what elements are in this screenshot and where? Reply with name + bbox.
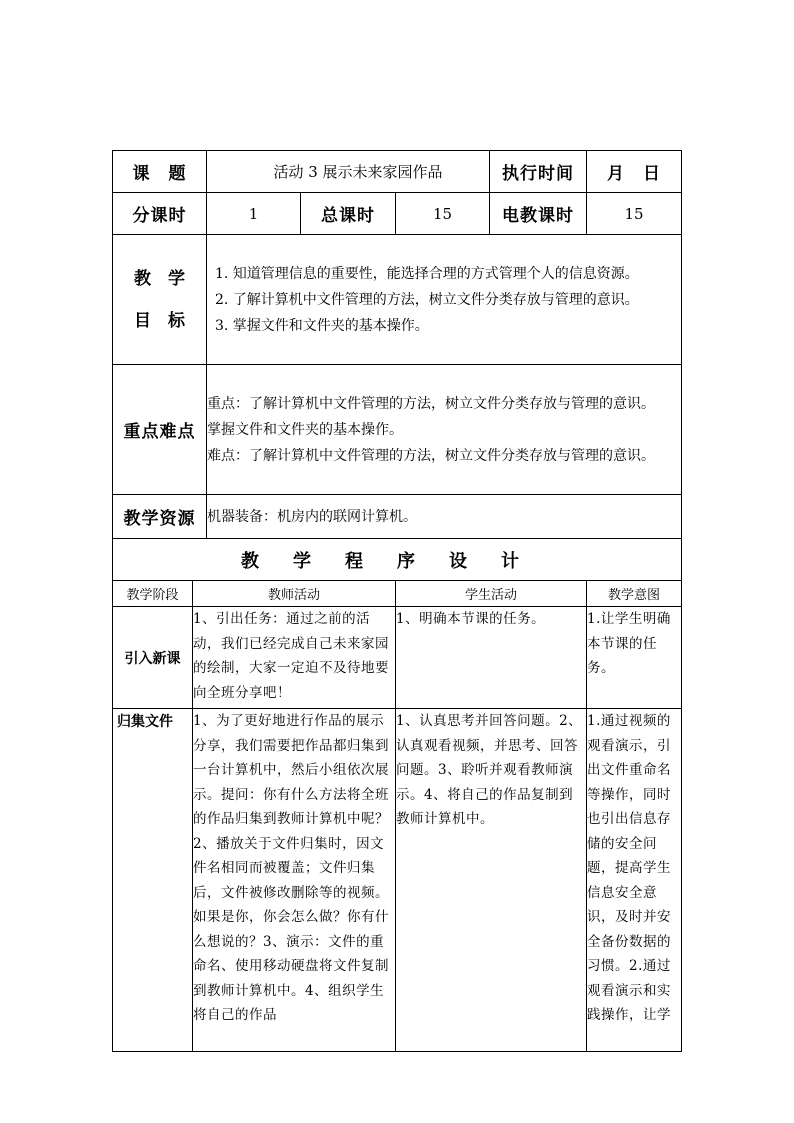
teacher-activity-intro: 1、引出任务：通过之前的活动，我们已经完成自己未来家园的绘制，大家一定迫不及待地要向全班分享吧！ — [193, 607, 396, 709]
procedure-banner: 教学程序设计 — [113, 539, 682, 581]
period-value: 1 — [207, 193, 301, 235]
resources-value: 机器装备：机房内的联网计算机。 — [207, 495, 682, 539]
column-intent-header: 教学意图 — [587, 581, 682, 607]
intent-intro: 1.让学生明确本节课的任务。 — [587, 607, 682, 709]
column-teacher-header: 教师活动 — [193, 581, 396, 607]
goal-item: 3. 掌握文件和文件夹的基本操作。 — [215, 317, 429, 334]
goals-label — [113, 235, 207, 365]
total-label: 总课时 — [301, 193, 396, 235]
procedure-row-collect — [113, 709, 682, 1052]
stage-intro: 引入新课 — [113, 607, 193, 709]
topic-row — [113, 151, 682, 193]
lesson-plan-table — [112, 150, 682, 1052]
column-student-header: 学生活动 — [396, 581, 587, 607]
key-points-row — [113, 365, 682, 495]
stage-collect: 归集文件 — [113, 709, 193, 1052]
procedure-row-intro — [113, 607, 682, 709]
key-points-label: 重点难点 — [113, 365, 207, 495]
goal-item: 1. 知道管理信息的重要性，能选择合理的方式管理个人的信息资源。 — [215, 265, 639, 282]
resources-label: 教学资源 — [113, 495, 207, 539]
ict-label: 电教课时 — [490, 193, 587, 235]
goals-label-line1: 教 学 — [134, 268, 185, 289]
key-point-line: 掌握文件和文件夹的基本操作。 — [207, 421, 403, 438]
periods-row — [113, 193, 682, 235]
goals-content — [207, 235, 682, 365]
procedure-header-row — [113, 581, 682, 607]
key-points-content — [207, 365, 682, 495]
student-activity-collect: 1、认真思考并回答问题。2、认真观看视频，并思考、回答问题。3、聆听并观看教师演示。4、将自己的作品复制到教师计算机中。 — [396, 709, 587, 1052]
topic-label: 课 题 — [113, 151, 207, 193]
key-point-line: 重点：了解计算机中文件管理的方法，树立文件分类存放与管理的意识。 — [207, 395, 655, 412]
teacher-activity-collect: 1、为了更好地进行作品的展示分享，我们需要把作品都归集到一台计算机中，然后小组依次展示。提问：你有什么方法将全班的作品归集到教师计算机中呢？2、播放关于文件归集时，因文件名相同而被覆盖；文件归集后，文件被修改删除等的视频。如果是你，你会怎么做？你有什么想说的？3、演示：文件的重命名、使用移动硬盘将文件复制到教师计算机中。4、组织学生将自己的作品 — [193, 709, 396, 1052]
column-stage-header: 教学阶段 — [113, 581, 193, 607]
goals-row — [113, 235, 682, 365]
resources-row — [113, 495, 682, 539]
time-label: 执行时间 — [490, 151, 587, 193]
student-activity-intro: 1、明确本节课的任务。 — [396, 607, 587, 709]
procedure-banner-row — [113, 539, 682, 581]
goal-item: 2. 了解计算机中文件管理的方法，树立文件分类存放与管理的意识。 — [215, 291, 639, 308]
time-value: 月 日 — [587, 151, 682, 193]
ict-value: 15 — [587, 193, 682, 235]
key-point-line: 难点：了解计算机中文件管理的方法，树立文件分类存放与管理的意识。 — [207, 447, 655, 464]
period-label: 分课时 — [113, 193, 207, 235]
goals-label-line2: 目 标 — [134, 310, 185, 331]
topic-value: 活动 3 展示未来家园作品 — [207, 151, 490, 193]
intent-collect: 1.通过视频的观看演示，引出文件重命名等操作，同时也引出信息存储的安全问题，提高学生信息安全意识，及时并安全备份数据的习惯。2.通过观看演示和实践操作，让学 — [587, 709, 682, 1052]
total-value: 15 — [396, 193, 490, 235]
